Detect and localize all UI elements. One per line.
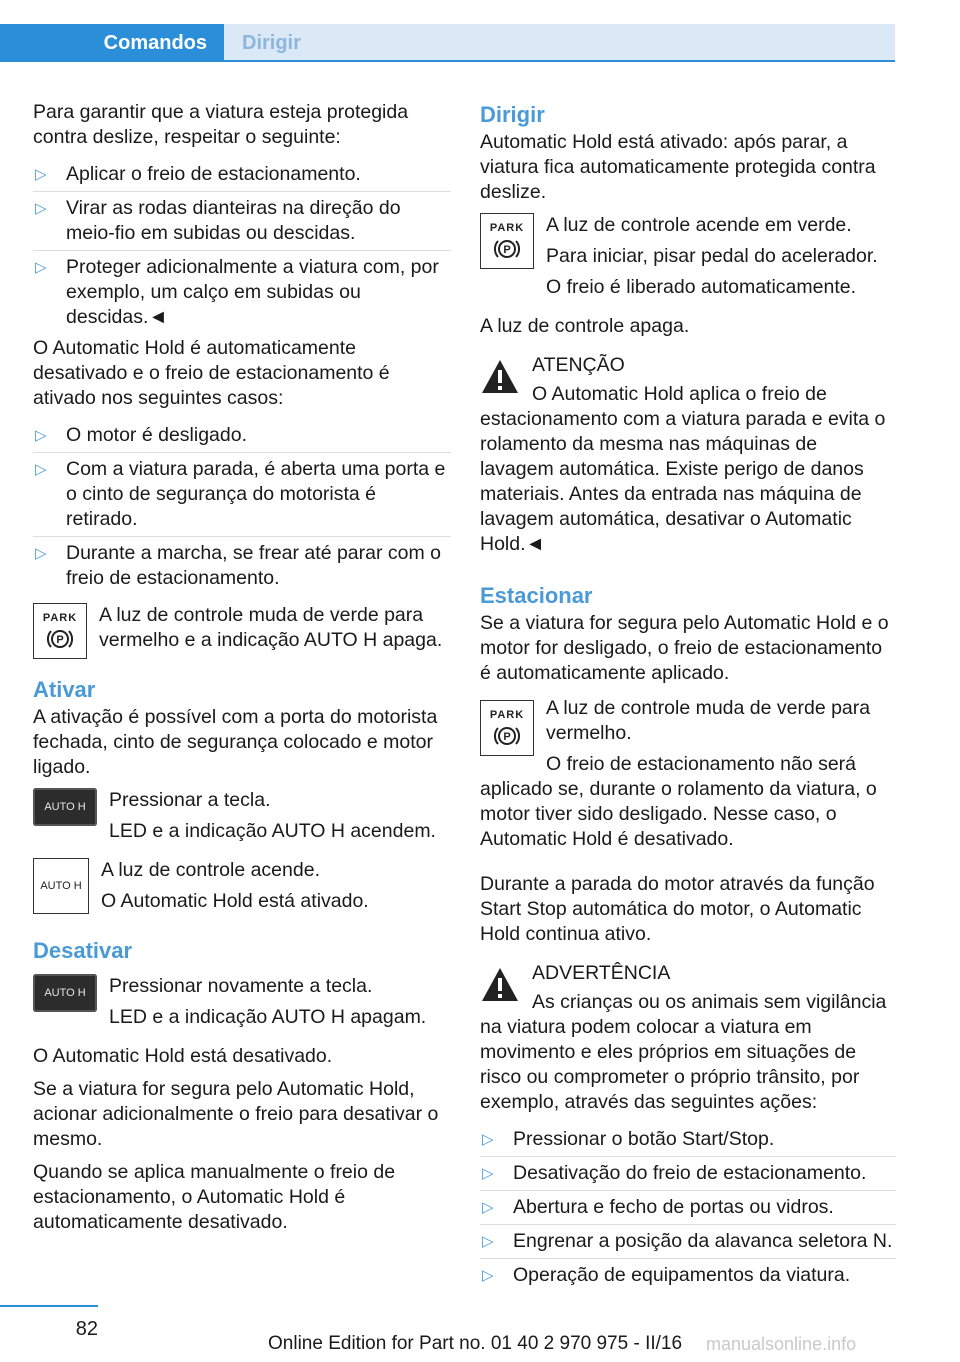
to-red-text: A luz de controle muda de verde para vermelho.: [546, 697, 871, 744]
list-item: ▷ Pressionar o botão Start/Stop.: [480, 1123, 896, 1157]
advertencia-block: [480, 961, 896, 1123]
intro-text: Para garantir que a viatura esteja protegida contra deslize, respeitar o seguinte:: [33, 101, 409, 148]
tab-dirigir[interactable]: Dirigir: [224, 24, 895, 60]
not-applied-text: O freio de estacionamento não será aplicado se, durante o rolamento da viatura, o motor tiver sido desligado. Nesse caso, o Automatic Hold é desativado.: [480, 753, 877, 850]
triangle-bullet-icon: ▷: [35, 545, 47, 562]
manual-brake-text: Quando se aplica manualmente o freio de estacionamento, o Automatic Hold é automaticamente desativado.: [33, 1161, 396, 1233]
heading-dirigir: Dirigir: [480, 102, 545, 127]
watermark-text: manualsonline.info: [706, 1334, 857, 1354]
hold-off-text: O Automatic Hold está desativado.: [33, 1045, 333, 1067]
list-item: ▷ Proteger adicionalmente a viatura com, por exemplo, um calço em subidas ou descidas.◄: [35, 256, 439, 328]
green-light-row: [480, 213, 896, 306]
park-note-text: A luz de controle muda de verde para vermelho e a indicação AUTO H apaga.: [99, 604, 443, 651]
led-off-text: LED e a indicação AUTO H apagam.: [109, 1006, 427, 1028]
triangle-bullet-icon: ▷: [482, 1267, 494, 1284]
park-note-row: [33, 603, 451, 659]
atencao-text: O Automatic Hold aplica o freio de estacionamento com a viatura parada e evita o rolamento da mesma nas máquinas de lavagem automática. Existe perigo de danos materiais. Antes da entrada nas máquina de lavagem automática, desativar o Automatic Hold.◄: [480, 383, 886, 555]
deactivation-cases-text: O Automatic Hold é automaticamente desativado e o freio de estacionamento é ativado nos seguintes casos:: [33, 337, 390, 409]
page-header: [0, 0, 895, 62]
press-again-row: [33, 974, 451, 1036]
edition-text: Online Edition for Part no. 01 40 2 970 975 - II/16: [268, 1333, 683, 1354]
triangle-bullet-icon: ▷: [35, 259, 47, 276]
start-text: Para iniciar, pisar pedal do acelerador.: [546, 245, 878, 267]
advertencia-title: ADVERTÊNCIA: [532, 962, 671, 984]
green-text: A luz de controle acende em verde.: [546, 214, 852, 236]
deactivation-cases-list: [33, 419, 451, 595]
left-column: [33, 100, 451, 1243]
svg-text:P: P: [503, 244, 511, 256]
warning-icon: [480, 357, 520, 397]
triangle-bullet-icon: ▷: [482, 1131, 494, 1148]
park-brake-icon: PARK P: [480, 700, 534, 756]
list-item: ▷ Desativação do freio de estacionamento.: [480, 1157, 896, 1191]
triangle-bullet-icon: ▷: [35, 461, 47, 478]
park-brake-icon: PARK P: [480, 213, 534, 269]
warning-icon: [480, 965, 520, 1005]
heading-desativar: Desativar: [33, 938, 133, 963]
startstop-text: Durante a parada do motor através da função Start Stop automática do motor, o Automatic Hold continua ativo.: [480, 873, 875, 945]
press-key-row: [33, 788, 451, 850]
red-light-block: [480, 696, 896, 860]
atencao-title: ATENÇÃO: [532, 354, 625, 376]
hold-on-text: O Automatic Hold está ativado.: [101, 890, 369, 912]
risk-actions-list: [480, 1123, 896, 1292]
triangle-bullet-icon: ▷: [35, 200, 47, 217]
footer-rule: [0, 1305, 98, 1307]
list-item: ▷ Engrenar a posição da alavanca seletora N.: [480, 1225, 896, 1259]
estacionar-text: Se a viatura for segura pelo Automatic Hold e o motor for desligado, o freio de estacionamento é automaticamente aplicado.: [480, 612, 889, 684]
led-on-text: LED e a indicação AUTO H acendem.: [109, 820, 436, 842]
list-item: ▷ Aplicar o freio de estacionamento.: [33, 158, 451, 192]
press-again-text: Pressionar novamente a tecla.: [109, 975, 373, 997]
triangle-bullet-icon: ▷: [35, 166, 47, 183]
right-column: [480, 100, 896, 1294]
auto-h-button-icon: AUTO H: [33, 974, 97, 1012]
light-on-text: A luz de controle acende.: [101, 859, 320, 881]
released-text: O freio é liberado automaticamente.: [546, 276, 857, 298]
triangle-bullet-icon: ▷: [35, 427, 47, 444]
press-key-text: Pressionar a tecla.: [109, 789, 271, 811]
list-item: ▷ Com a viatura parada, é aberta uma porta e o cinto de segurança do motorista é retirado.: [33, 453, 451, 537]
list-item: ▷ O motor é desligado.: [33, 419, 451, 453]
list-item: ▷ Durante a marcha, se frear até parar com o freio de estacionamento.: [35, 542, 442, 589]
atencao-block: [480, 353, 896, 565]
auto-h-indicator-icon: AUTO H: [33, 858, 89, 914]
light-off-text: A luz de controle apaga.: [480, 315, 690, 337]
brake-release-text: Se a viatura for segura pelo Automatic Hold, acionar adicionalmente o freio para desativar o mesmo.: [33, 1078, 439, 1150]
list-item: ▷ Virar as rodas dianteiras na direção do meio-fio em subidas ou descidas.: [33, 192, 451, 251]
svg-text:P: P: [56, 634, 64, 646]
protection-list: [33, 158, 451, 334]
triangle-bullet-icon: ▷: [482, 1199, 494, 1216]
auto-h-button-icon: AUTO H: [33, 788, 97, 826]
header-rule: [0, 60, 895, 62]
ativar-text: A ativação é possível com a porta do motorista fechada, cinto de segurança colocado e motor ligado.: [33, 706, 438, 778]
svg-text:P: P: [503, 731, 511, 743]
triangle-bullet-icon: ▷: [482, 1233, 494, 1250]
park-brake-icon: PARK P: [33, 603, 87, 659]
dirigir-text: Automatic Hold está ativado: após parar, a viatura fica automaticamente protegida contra deslize.: [480, 131, 876, 203]
advertencia-text: As crianças ou os animais sem vigilância na viatura podem colocar a viatura em movimento e eles próprios em situações de risco ou comprometer o próprio trânsito, por exemplo, através das seguintes ações:: [480, 991, 887, 1113]
list-item: ▷ Abertura e fecho de portas ou vidros.: [480, 1191, 896, 1225]
tab-comandos[interactable]: Comandos: [0, 24, 224, 60]
list-item: ▷ Operação de equipamentos da viatura.: [482, 1264, 851, 1286]
triangle-bullet-icon: ▷: [482, 1165, 494, 1182]
page-number: 82: [75, 1318, 98, 1340]
heading-estacionar: Estacionar: [480, 583, 593, 608]
indicator-row: [33, 858, 451, 920]
heading-ativar: Ativar: [33, 677, 96, 702]
